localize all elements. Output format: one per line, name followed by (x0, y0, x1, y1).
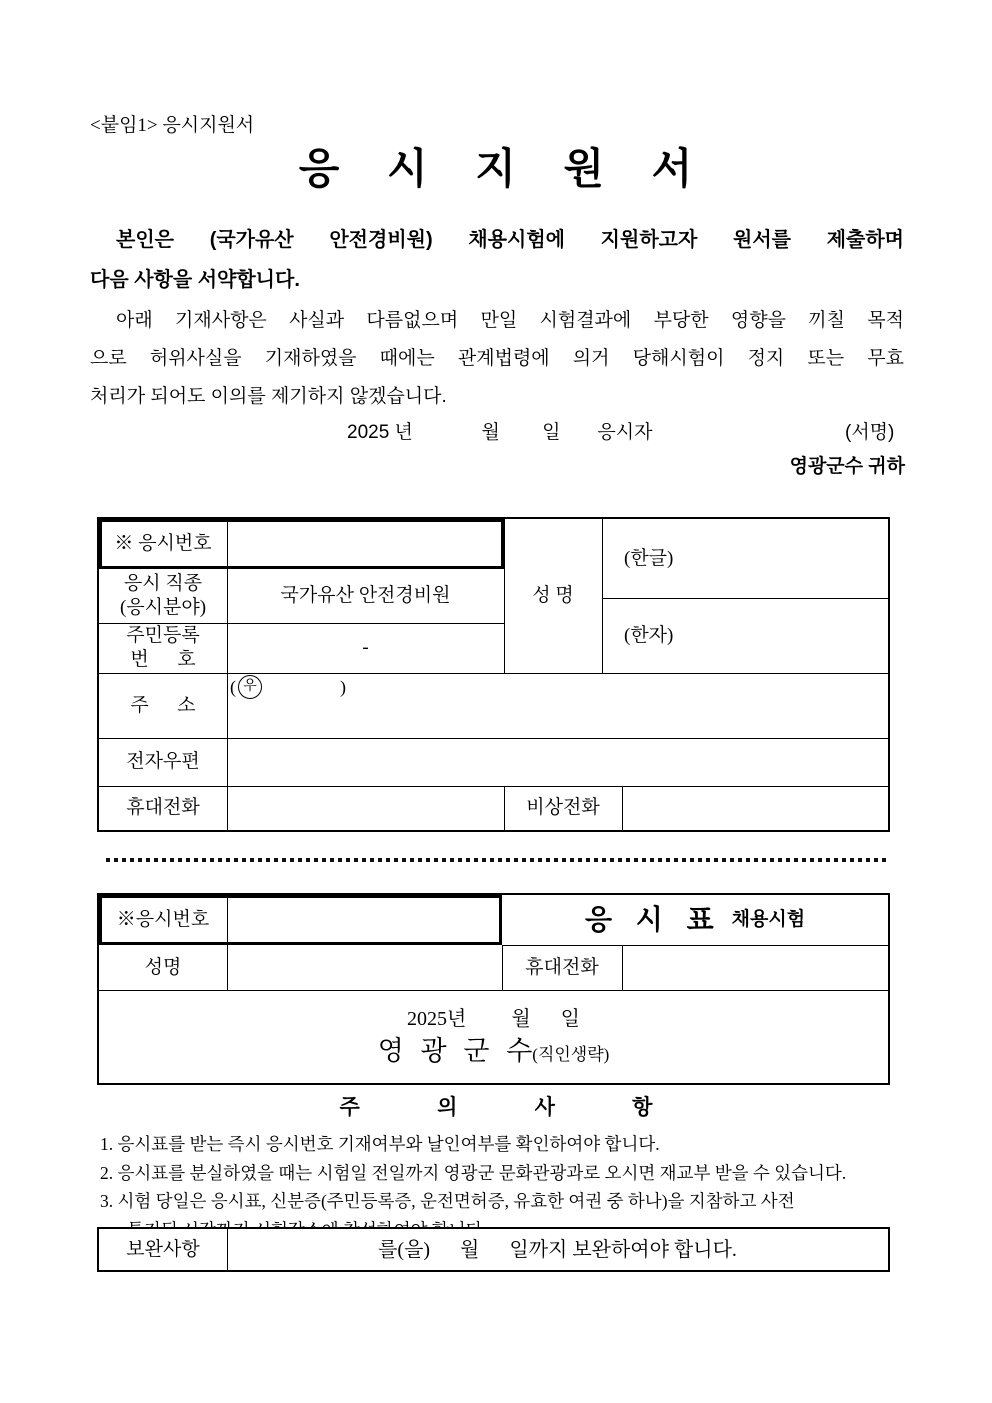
slip-issuer-note: (직인생략) (532, 1044, 610, 1064)
oath-line-1: 아래 기재사항은 사실과 다름없으며 만일 시험결과에 부당한 영향을 끼칠 목적 (116, 310, 904, 331)
slip-name-field (227, 945, 502, 990)
slip-issue-block (99, 990, 888, 1083)
emergency-phone-label: 비상전화 (526, 797, 600, 818)
signature-date-line: 2025 년 월 일 응시자 (347, 422, 653, 443)
email-label: 전자우편 (126, 751, 200, 772)
slip-issuer-line (377, 1035, 610, 1067)
oath-line-3: 처리가 되어도 이의를 제기하지 않겠습니다. (90, 386, 447, 407)
notice-item-1: 1. 응시표를 받는 즉시 응시번호 기재여부와 날인여부를 확인하여야 합니다. (100, 1134, 660, 1154)
recipient-line: 영광군수 귀하 (789, 456, 905, 477)
notice-item-2: 2. 응시표를 분실하였을 때는 시험일 전일까지 영광군 문화관광과로 오시면 재교부 받을 수 있습니다. (100, 1162, 847, 1183)
resident-number-label (99, 623, 227, 673)
slip-mobile-field (622, 945, 888, 990)
address-label: 주 소 (130, 694, 196, 716)
job-category-label-line1: 응시 직종 (123, 573, 203, 594)
supplement-label: 보완사항 (126, 1238, 200, 1260)
supplement-content: 를(을) 월 일까지 보완하여야 합니다. (378, 1238, 737, 1261)
mobile-phone-label: 휴대전화 (126, 797, 200, 818)
resident-number-label-line2: 번 호 (130, 649, 196, 670)
notice-item-3: 3. 시험 당일은 응시표, 신분증(주민등록증, 운전면허증, 유효한 여권 중 하나)을 지참하고 사전 (100, 1191, 795, 1211)
email-field (227, 738, 888, 786)
oath-paragraph (90, 302, 904, 416)
supplement-table (97, 1227, 890, 1272)
slip-mobile-label: 휴대전화 (525, 956, 599, 978)
name-label: 성 명 (532, 585, 574, 606)
form-title: 응 시 지 원 서 (298, 145, 694, 192)
slip-name-label: 성명 (144, 956, 182, 978)
name-hanja-label: (한자) (624, 624, 674, 646)
resident-number-label-line1: 주민등록 (126, 625, 200, 646)
emergency-phone-field (622, 786, 888, 830)
pledge-paragraph (90, 220, 904, 300)
mobile-phone-field (227, 786, 504, 830)
postal-circle-mark: 우 (238, 675, 262, 699)
signature-label: (서명) (845, 422, 895, 443)
pledge-line-2: 다음 사항을 서약합니다. (90, 269, 300, 291)
exam-number-label: ※ 응시번호 (114, 533, 212, 554)
slip-exam-number-label: ※응시번호 (116, 909, 210, 930)
slip-header (502, 895, 888, 945)
slip-issue-date: 2025년 월 일 (407, 1007, 580, 1030)
oath-line-2: 으로 허위사실을 기재하였을 때에는 관계법령에 의거 당해시험이 정지 또는 무효 (90, 348, 904, 369)
name-hangul-label: (한글) (624, 547, 674, 569)
dotted-separator (106, 858, 886, 862)
application-table (97, 517, 890, 832)
postal-open-paren: ( (230, 677, 236, 697)
exam-number-field (230, 522, 501, 566)
job-category-value: 국가유산 안전경비원 (280, 585, 451, 606)
attachment-label: <붙임1> 응시지원서 (90, 115, 255, 136)
pledge-line-1: 본인은 (국가유산 안전경비원) 채용시험에 지원하고자 원서를 제출하며 (116, 229, 904, 251)
job-category-label (99, 569, 227, 623)
job-category-label-line2: (응시분야) (119, 597, 207, 618)
address-field (227, 673, 888, 738)
resident-number-field: - (362, 637, 369, 658)
slip-issuer: 영 광 군 수 (377, 1035, 533, 1066)
name-hanja-field (679, 608, 879, 664)
slip-title: 응 시 표 (584, 904, 714, 935)
name-hangul-field (679, 529, 879, 589)
exam-slip-table (97, 893, 890, 1085)
postal-close-paren: ) (340, 677, 346, 697)
slip-subtitle: 채용시험 (731, 909, 806, 930)
notice-title: 주 의 사 항 (339, 1095, 653, 1119)
postal-code-mark (230, 675, 346, 699)
slip-exam-number-field (230, 898, 499, 942)
